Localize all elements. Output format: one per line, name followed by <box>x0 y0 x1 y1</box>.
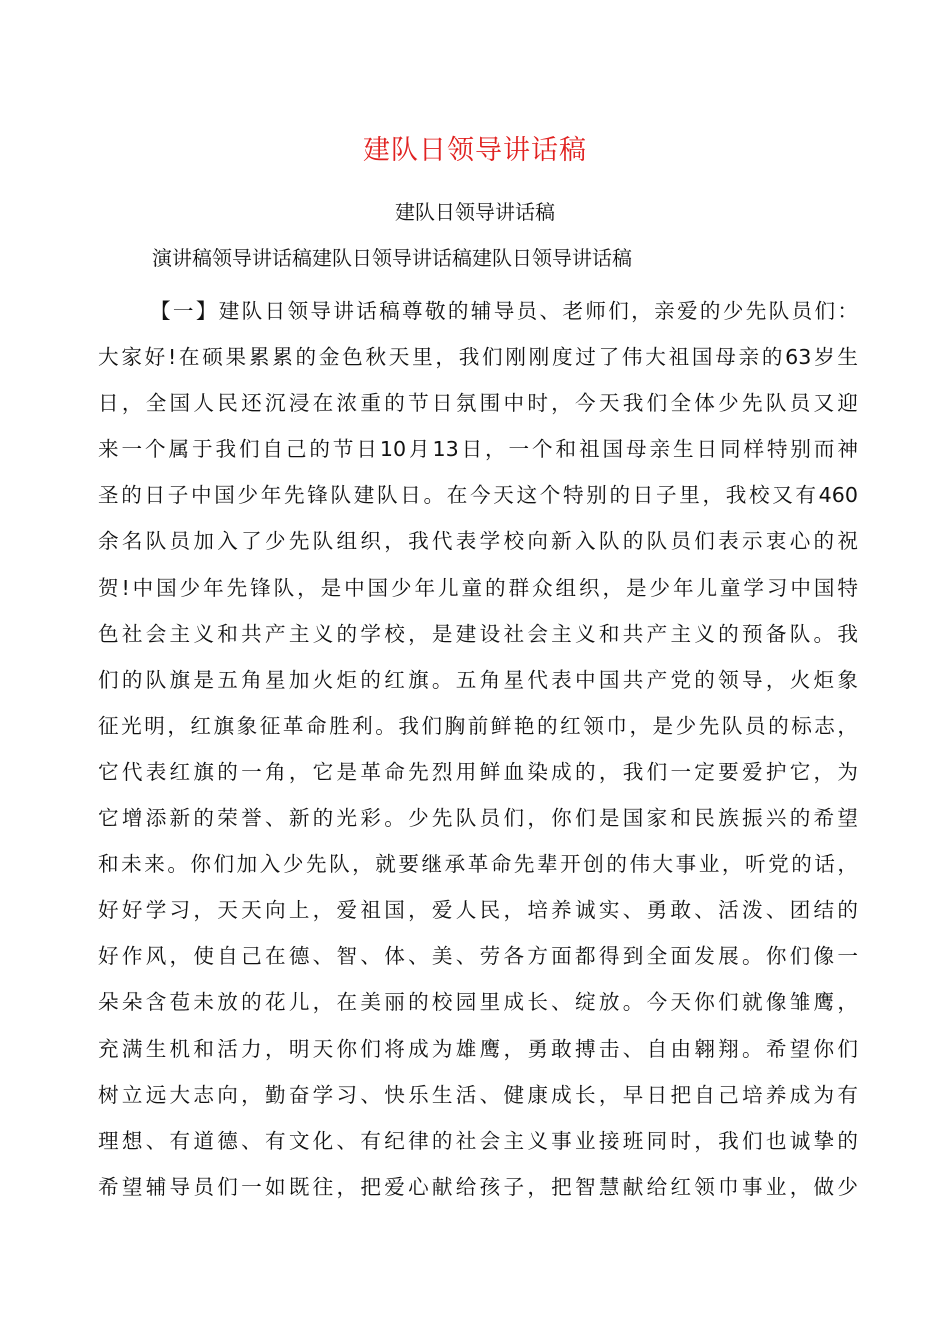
body-line: 好作风，使自己在德、智、体、美、劳各方面都得到全面发展。你们像一 <box>98 944 858 969</box>
body-line: 理想、有道德、有文化、有纪律的社会主义事业接班同时，我们也诚挚的 <box>98 1128 858 1153</box>
body-line: 好好学习，天天向上，爱祖国，爱人民，培养诚实、勇敢、活泼、团结的 <box>98 898 858 923</box>
body-line: 大家好!在硕果累累的金色秋天里，我们刚刚度过了伟大祖国母亲的63岁生 <box>98 345 858 370</box>
body-line: 余名队员加入了少先队组织，我代表学校向新入队的队员们表示衷心的祝 <box>98 529 858 554</box>
body-line: 们的队旗是五角星加火炬的红旗。五角星代表中国共产党的领导，火炬象 <box>98 667 858 692</box>
body-line: 充满生机和活力，明天你们将成为雄鹰，勇敢搏击、自由翱翔。希望你们 <box>98 1036 858 1061</box>
document-tagline: 演讲稿领导讲话稿建队日领导讲话稿建队日领导讲话稿 <box>152 246 632 270</box>
body-line: 和未来。你们加入少先队，就要继承革命先辈开创的伟大事业，听党的话， <box>98 852 858 877</box>
body-line: 树立远大志向，勤奋学习、快乐生活、健康成长，早日把自己培养成为有 <box>98 1082 858 1107</box>
body-line: 它代表红旗的一角，它是革命先烈用鲜血染成的，我们一定要爱护它，为 <box>98 759 858 784</box>
body-line: 圣的日子中国少年先锋队建队日。在今天这个特别的日子里，我校又有460 <box>98 483 858 508</box>
document-subtitle: 建队日领导讲话稿 <box>395 200 555 224</box>
body-line: 希望辅导员们一如既往，把爱心献给孩子，把智慧献给红领巾事业，做少 <box>98 1174 858 1199</box>
body-line: 【一】建队日领导讲话稿尊敬的辅导员、老师们，亲爱的少先队员们： <box>150 299 858 323</box>
body-line: 色社会主义和共产主义的学校，是建设社会主义和共产主义的预备队。我 <box>98 621 858 646</box>
body-line: 日，全国人民还沉浸在浓重的节日氛围中时，今天我们全体少先队员又迎 <box>98 391 858 416</box>
body-line: 征光明，红旗象征革命胜利。我们胸前鲜艳的红领巾，是少先队员的标志， <box>98 713 858 738</box>
body-line: 朵朵含苞未放的花儿，在美丽的校园里成长、绽放。今天你们就像雏鹰， <box>98 990 858 1015</box>
body-line: 它增添新的荣誉、新的光彩。少先队员们，你们是国家和民族振兴的希望 <box>98 806 858 831</box>
body-line: 贺!中国少年先锋队，是中国少年儿童的群众组织，是少年儿童学习中国特 <box>98 575 858 600</box>
document-title: 建队日领导讲话稿 <box>363 135 587 166</box>
body-text <box>98 288 858 1210</box>
body-line: 来一个属于我们自己的节日10月13日，一个和祖国母亲生日同样特别而神 <box>98 437 858 462</box>
